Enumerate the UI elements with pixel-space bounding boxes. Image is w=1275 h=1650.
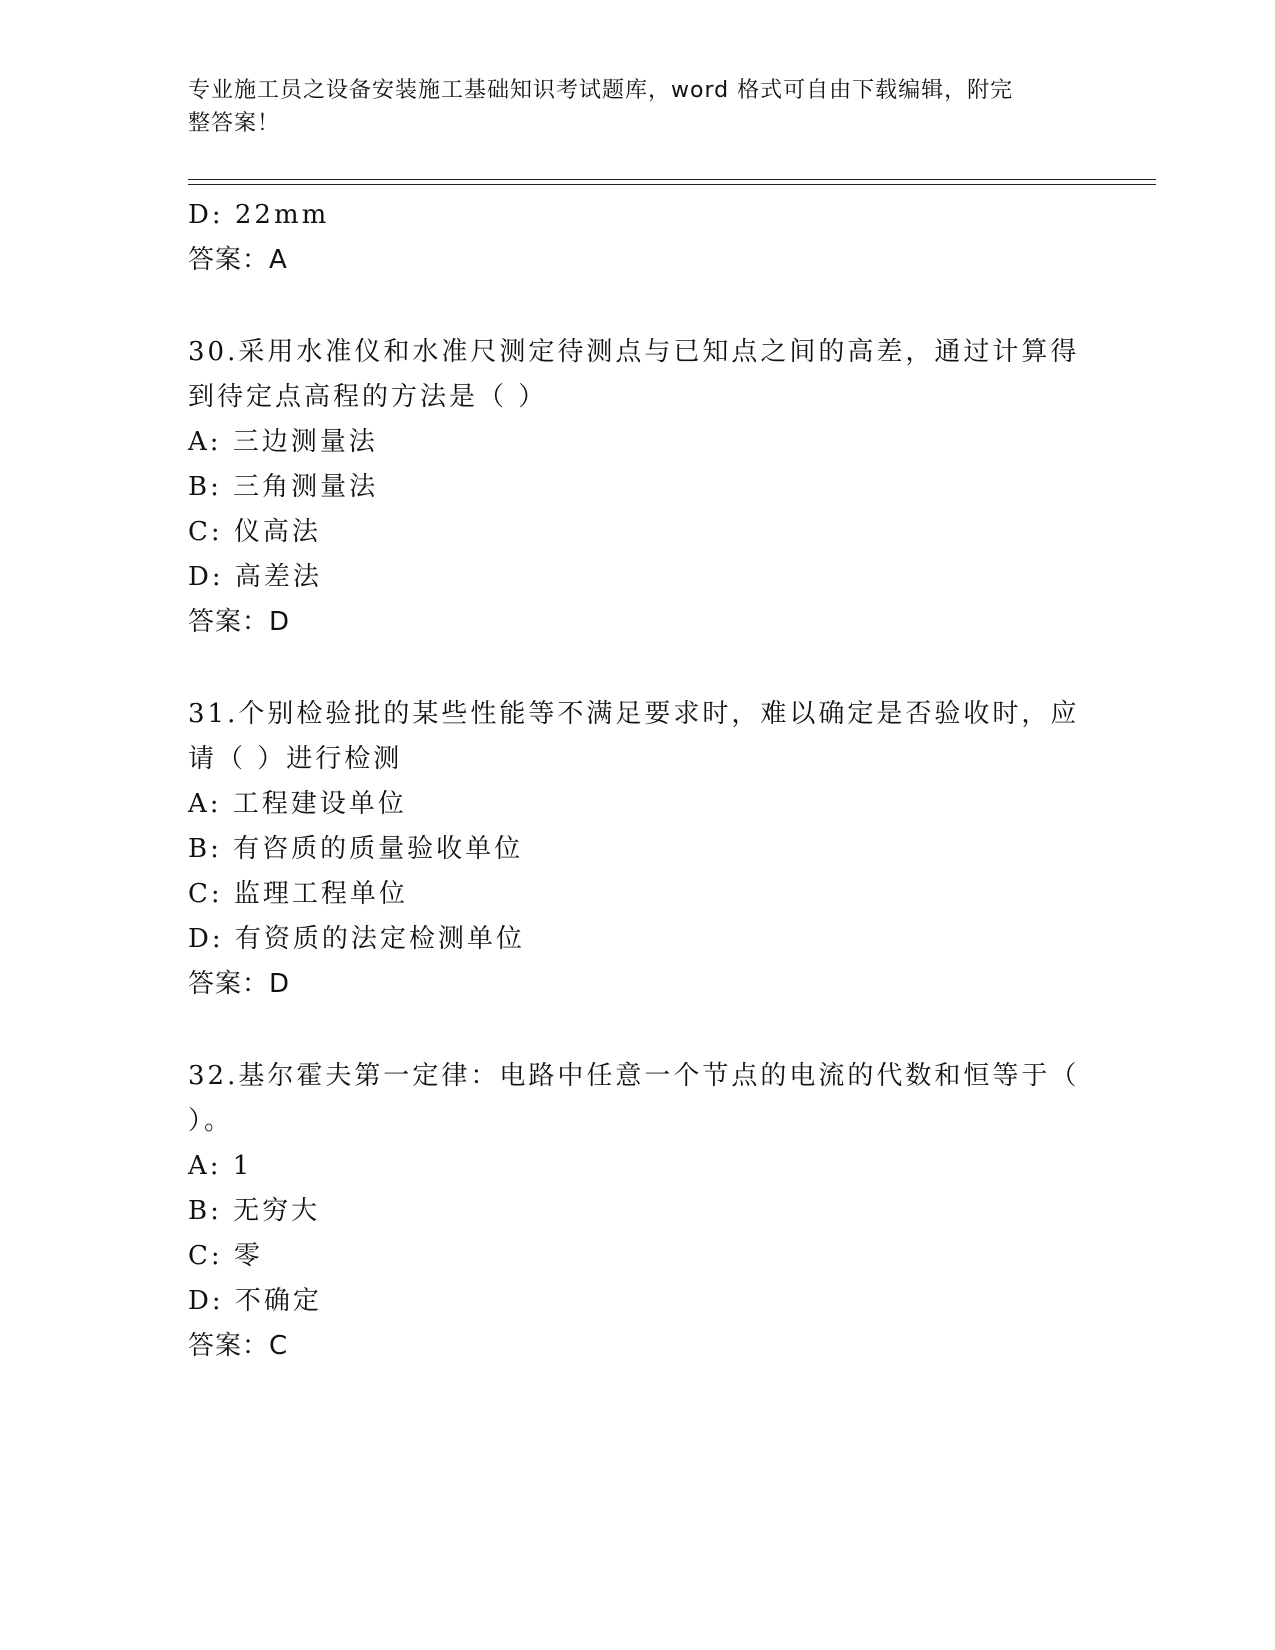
question-stem: 到待定点高程的方法是（ ） bbox=[188, 382, 548, 412]
prev-option-d: D: 22mm bbox=[188, 200, 330, 230]
option-b: B: 有咨质的质量验收单位 bbox=[188, 834, 524, 864]
option-b: B: 三角测量法 bbox=[188, 472, 379, 502]
answer: 答案：D bbox=[188, 607, 291, 637]
option-b: B: 无穷大 bbox=[188, 1196, 321, 1226]
option-d: D: 不确定 bbox=[188, 1286, 322, 1316]
option-c: C: 监理工程单位 bbox=[188, 879, 408, 909]
question-content bbox=[188, 193, 1088, 1369]
option-d: D: 有资质的法定检测单位 bbox=[188, 924, 525, 954]
question-stem: 31.个别检验批的某些性能等不满足要求时，难以确定是否验收时，应 bbox=[188, 699, 1080, 729]
page-header bbox=[188, 74, 1088, 140]
header-divider-bottom bbox=[188, 184, 1156, 185]
question-stem: 请（ ）进行检测 bbox=[188, 744, 403, 774]
option-a: A: 1 bbox=[188, 1151, 253, 1181]
answer: 答案：C bbox=[188, 1331, 289, 1361]
header-line-2: 整答案！ bbox=[188, 111, 281, 136]
question-30 bbox=[188, 330, 1088, 645]
question-stem: 32.基尔霍夫第一定律：电路中任意一个节点的电流的代数和恒等于（ bbox=[188, 1061, 1080, 1091]
option-a: A: 三边测量法 bbox=[188, 427, 378, 457]
prev-answer: 答案：A bbox=[188, 245, 288, 275]
answer: 答案：D bbox=[188, 969, 291, 999]
question-stem: ）。 bbox=[188, 1106, 234, 1136]
option-a: A: 工程建设单位 bbox=[188, 789, 407, 819]
option-c: C: 仪高法 bbox=[188, 517, 321, 547]
option-d: D: 高差法 bbox=[188, 562, 322, 592]
option-c: C: 零 bbox=[188, 1241, 263, 1271]
question-32 bbox=[188, 1054, 1088, 1369]
question-stem: 30.采用水准仪和水准尺测定待测点与已知点之间的高差，通过计算得 bbox=[188, 337, 1080, 367]
header-line-1: 专业施工员之设备安装施工基础知识考试题库，word 格式可自由下载编辑，附完 bbox=[188, 78, 1014, 103]
question-31 bbox=[188, 692, 1088, 1007]
header-divider-top bbox=[188, 179, 1156, 180]
